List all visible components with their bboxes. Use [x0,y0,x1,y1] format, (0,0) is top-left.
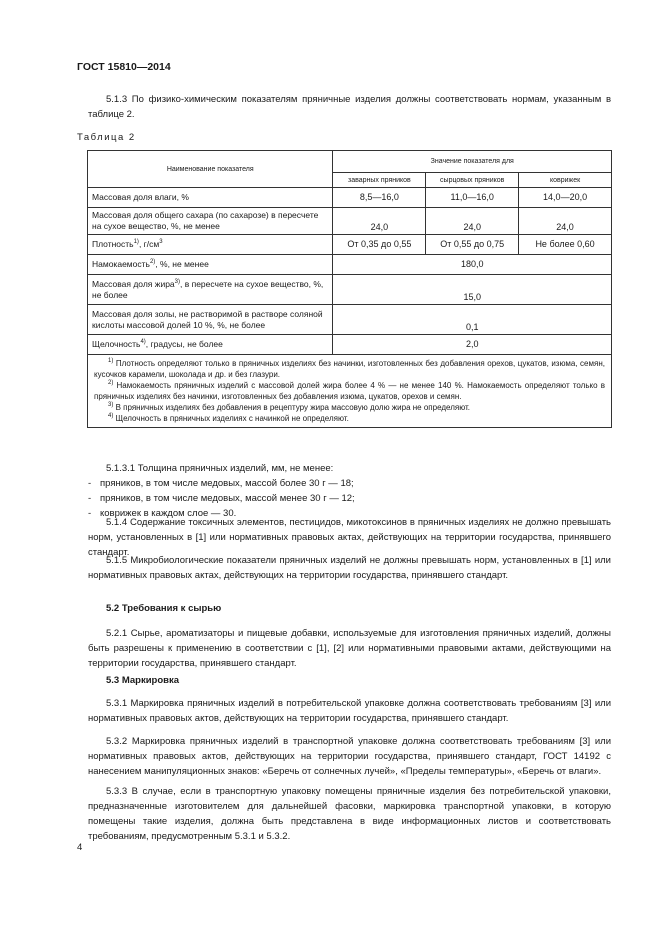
footnote: $^{1)}$ Плотность определяют только в пряничных изделиях без начинки, изготовленных без добавления орехов, цукатов, изюма, семян, кусочков карамели, шоколада и др. и без глазури. [94,358,605,379]
row-value: 2,0 [333,335,612,355]
paragraph-5-3-1: 5.3.1 Маркировка пряничных изделий в потребительской упаковке должна соответствовать требованиям [3] или нормативных правовых актов, действующих на территории государства, принявшего стандарт. [88,698,611,724]
row-name: Массовая доля жира$^{3)}$, в пересчете на сухое вещество, %, не более [88,275,333,305]
row-name: Массовая доля влаги, % [88,188,333,208]
table-header-row [88,151,612,173]
header-col-zavarnye: заварных пряников [333,173,426,188]
list-item: - пряников, в том числе медовых, массой менее 30 г — 12; [88,493,355,504]
header-col-syrtsovye: сырцовых пряников [426,173,519,188]
paragraph-5-1-5: 5.1.5 Микробиологические показатели пряничных изделий не должны превышать норм, установленных в [1] или нормативных правовых актах, действующих на территории государства, принявшего стандарт. [88,555,611,581]
row-value: 15,0 [333,275,612,305]
page-number: 4 [77,842,83,853]
footnote: $^{3)}$ В пряничных изделиях без добавления в рецептуру жира массовую долю жира не определяют. [108,402,471,412]
paragraph-5-1-3: 5.1.3 По физико-химическим показателям пряничные изделия должны соответствовать нормам, указанным в таблице 2. [88,94,611,120]
list-item: - коврижек в каждом слое — 30. [88,508,237,519]
table-row [88,208,612,235]
row-value: 180,0 [333,255,612,275]
list-item: - пряников, в том числе медовых, массой более 30 г — 18; [88,478,354,489]
row-value: Не более 0,60 [519,235,612,255]
table-row [88,255,612,275]
row-value: От 0,35 до 0,55 [333,235,426,255]
row-name: Массовая доля золы, не растворимой в растворе соляной кислоты массовой долей 10 %, %, не более [88,305,333,335]
row-name: Щелочность$^{4)}$, градусы, не более [88,335,333,355]
row-name: Массовая доля общего сахара (по сахарозе) в пересчете на сухое вещество, %, не менее [88,208,333,235]
section-heading-5-3: 5.3 Маркировка [106,675,180,686]
header-indicator-name: Наименование показателя [88,151,333,188]
table-row [88,235,612,255]
row-value: 14,0—20,0 [519,188,612,208]
header-col-kovrizhki: коврижек [519,173,612,188]
footnote: $^{2)}$ Намокаемость пряничных изделий с массовой долей жира более 4 % — не менее 140 %. Намокаемость определяют только в пряничных изделиях без начинки, изготовленных без добавления изюма, цукатов, орехов и семян. [94,380,605,401]
paragraph-5-3-3: 5.3.3 В случае, если в транспортную упаковку помещены пряничные изделия без потребительской упаковки, предназначенные изготовителем для дальнейшей фасовки, маркировка транспортной упаковки, в которую помещены такие изделия, должна быть представлена в виде информационных листов и соответствовать требованиям, предусмотренным 5.3.1 и 5.3.2. [88,786,611,842]
paragraph-5-3-2: 5.3.2 Маркировка пряничных изделий в транспортной упаковке должна соответствовать требованиям [3] или нормативных правовых актов, действующих на территории государства, принявшего стандарт, ГОСТ 14192 с нанесением манипуляционных знаков: «Беречь от солнечных лучей», «Пределы температуры», «Беречь от влаги». [88,736,611,777]
table-row [88,188,612,208]
standard-header: ГОСТ 15810—2014 [77,61,171,73]
row-value: От 0,55 до 0,75 [426,235,519,255]
row-value: 8,5—16,0 [333,188,426,208]
paragraph-5-1-3-1: 5.1.3.1 Толщина пряничных изделий, мм, не менее: - пряников, в том числе медовых, массой более 30 г — 18; - пряников, в том числе медовых, массой менее 30 г — 12; - коврижек в каждом слое — 30. [88,461,611,521]
row-value: 11,0—16,0 [426,188,519,208]
table-row [88,335,612,355]
table-row [88,305,612,335]
paragraph-5-2-1: 5.2.1 Сырье, ароматизаторы и пищевые добавки, используемые для изготовления пряничных изделий, должны быть разрешены к применению в соответствии с [1], [2] или нормативными правовыми актами, действующими на территории государства, принявшего стандарт. [88,628,611,669]
footnote: $^{4)}$ Щелочность в пряничных изделиях с начинкой не определяют. [108,413,349,423]
row-value: 24,0 [519,208,612,235]
row-name: Намокаемость$^{2)}$, %, не менее [88,255,333,275]
table-caption: Таблица 2 [77,132,136,143]
header-indicator-value: Значение показателя для [333,151,612,173]
row-value: 24,0 [333,208,426,235]
paragraph-5-1-4: 5.1.4 Содержание токсичных элементов, пестицидов, микотоксинов в пряничных изделиях не должно превышать норм, установленных в [1] или нормативных правовых актах, действующих на территории государства, принявшего стандарт. [88,517,611,558]
row-value: 24,0 [426,208,519,235]
table-footnotes [88,355,612,428]
row-value: 0,1 [333,305,612,335]
table-notes-row [88,355,612,428]
section-heading-5-2: 5.2 Требования к сырью [106,603,222,614]
row-name: Плотность$^{1)}$, $г/см^3$ [88,235,333,255]
table-2 [87,150,612,428]
table-row [88,275,612,305]
